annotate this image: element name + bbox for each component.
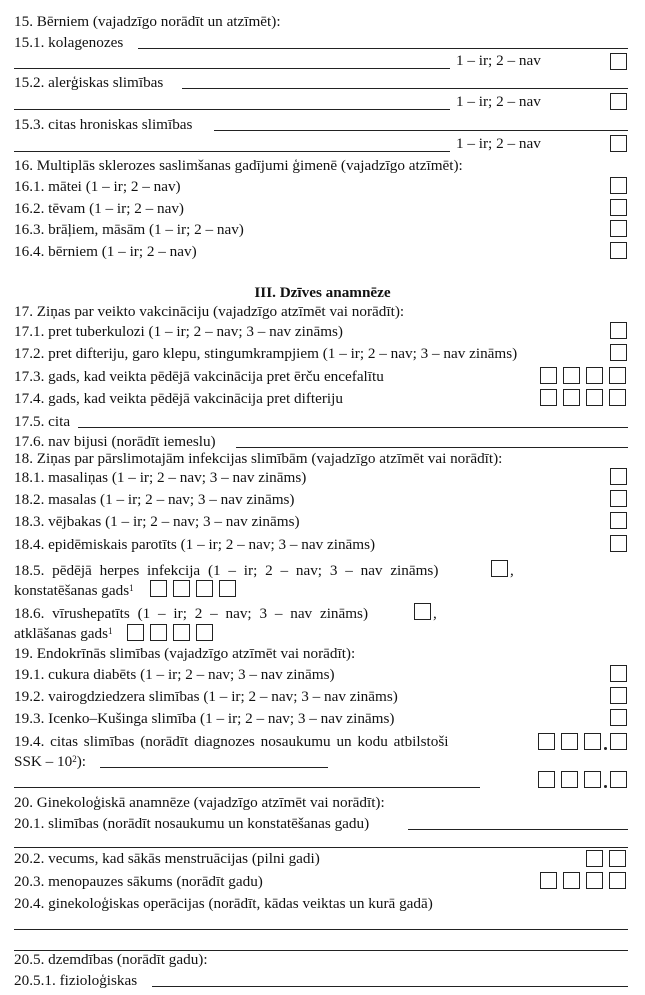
- q18-5-year-digit-1[interactable]: [150, 580, 167, 597]
- q19-4b-code-1[interactable]: [538, 771, 555, 788]
- q17-3-year-digit-4[interactable]: [609, 367, 626, 384]
- q20-3-year-digit-3[interactable]: [586, 872, 603, 889]
- q18-5-comma: ,: [510, 562, 514, 579]
- q17-3-year-digit-3[interactable]: [586, 367, 603, 384]
- q17-title: 17. Ziņas par veikto vakcināciju (vajadzīgo atzīmēt vai norādīt):: [14, 303, 405, 320]
- q20-2-label: 20.2. vecums, kad sākās menstruācijas (pilni gadi): [14, 850, 320, 867]
- q19-4-ssk-label: SSK – $10^2$):: [14, 753, 87, 770]
- q17-4-year-digit-1[interactable]: [540, 389, 557, 406]
- q19-2-checkbox[interactable]: [610, 687, 627, 704]
- q18-5-checkbox[interactable]: [491, 560, 508, 577]
- q18-1-label: 18.1. masaliņas (1 – ir; 2 – nav; 3 – nav zināms): [14, 469, 307, 486]
- q18-5-year-digit-2[interactable]: [173, 580, 190, 597]
- q18-3-label: 18.3. vējbakas (1 – ir; 2 – nav; 3 – nav zināms): [14, 513, 300, 530]
- q16-2-checkbox[interactable]: [610, 199, 627, 216]
- q17-2-checkbox[interactable]: [610, 344, 627, 361]
- q15-2-hint: 1 – ir; 2 – nav: [456, 93, 541, 110]
- q18-6-year-digit-3[interactable]: [173, 624, 190, 641]
- q20-1-line-a[interactable]: [408, 829, 628, 830]
- q18-5-year-digit-4[interactable]: [219, 580, 236, 597]
- q18-5-label: 18.5. pēdējā herpes infekcija (1 – ir; 2 – nav; 3 – nav zināms): [14, 562, 439, 579]
- section-heading: III. Dzīves anamnēze: [254, 284, 391, 301]
- q15-1-checkbox[interactable]: [610, 53, 627, 70]
- q18-1-checkbox[interactable]: [610, 468, 627, 485]
- q15-2-line-b[interactable]: [14, 109, 450, 110]
- q18-3-checkbox[interactable]: [610, 512, 627, 529]
- q18-6-checkbox[interactable]: [414, 603, 431, 620]
- q15-1-hint: 1 – ir; 2 – nav: [456, 52, 541, 69]
- q18-5-footnote: 1: [129, 583, 134, 593]
- q18-6-year-digit-1[interactable]: [127, 624, 144, 641]
- q16-4-label: 16.4. bērniem (1 – ir; 2 – nav): [14, 243, 197, 260]
- q15-3-hint: 1 – ir; 2 – nav: [456, 135, 541, 152]
- q18-6-year-digit-2[interactable]: [150, 624, 167, 641]
- q15-3-line-b[interactable]: [14, 151, 450, 152]
- q20-5-label: 20.5. dzemdības (norādīt gadu):: [14, 951, 208, 968]
- q17-5-label: 17.5. cita: [14, 413, 71, 430]
- q19-4-footnote: 2: [72, 754, 77, 764]
- q15-2-checkbox[interactable]: [610, 93, 627, 110]
- q19-2-label: 19.2. vairogdziedzera slimības (1 – ir; 2 – nav; 3 – nav zināms): [14, 688, 398, 705]
- q19-4b-code-3[interactable]: [584, 771, 601, 788]
- q17-4-year-digit-3[interactable]: [586, 389, 603, 406]
- q19-1-label: 19.1. cukura diabēts (1 – ir; 2 – nav; 3 – nav zināms): [14, 666, 335, 683]
- q19-4b-code-2[interactable]: [561, 771, 578, 788]
- q17-1-checkbox[interactable]: [610, 322, 627, 339]
- q18-4-checkbox[interactable]: [610, 535, 627, 552]
- q20-1-line-b[interactable]: [14, 847, 628, 848]
- q18-5-year-digit-3[interactable]: [196, 580, 213, 597]
- q19-4a-code-4[interactable]: [610, 733, 627, 750]
- q19-4b-code-4[interactable]: [610, 771, 627, 788]
- q20-3-year-digit-1[interactable]: [540, 872, 557, 889]
- q20-title: 20. Ginekoloģiskā anamnēze (vajadzīgo atzīmēt vai norādīt):: [14, 794, 385, 811]
- q15-3-checkbox[interactable]: [610, 135, 627, 152]
- q18-2-checkbox[interactable]: [610, 490, 627, 507]
- q17-6-label: 17.6. nav bijusi (norādīt iemeslu): [14, 433, 216, 450]
- q15-2-label: 15.2. alerģiskas slimības: [14, 74, 164, 91]
- q19-3-label: 19.3. Icenko–Kušinga slimība (1 – ir; 2 – nav; 3 – nav zināms): [14, 710, 395, 727]
- q17-4-year-digit-2[interactable]: [563, 389, 580, 406]
- q19-4-label: 19.4. citas slimības (norādīt diagnozes nosaukumu un kodu atbilstoši: [14, 733, 449, 750]
- q19-title: 19. Endokrīnās slimības (vajadzīgo atzīmēt vai norādīt):: [14, 645, 356, 662]
- q18-title: 18. Ziņas par pārslimotajām infekcijas slimībām (vajadzīgo atzīmēt vai norādīt):: [14, 450, 503, 467]
- q17-3-year-digit-2[interactable]: [563, 367, 580, 384]
- q17-3-year-digit-1[interactable]: [540, 367, 557, 384]
- q20-4-line-a[interactable]: [14, 929, 628, 930]
- q18-6-label: 18.6. vīrushepatīts (1 – ir; 2 – nav; 3 – nav zināms): [14, 605, 369, 622]
- q19-4a-decimal-dot: [604, 747, 607, 750]
- q16-3-checkbox[interactable]: [610, 220, 627, 237]
- q17-4-year-digit-4[interactable]: [609, 389, 626, 406]
- q16-title: 16. Multiplās sklerozes saslimšanas gadījumi ģimenē (vajadzīgo atzīmēt):: [14, 157, 463, 174]
- q20-5-1-line[interactable]: [152, 986, 628, 987]
- q17-3-label: 17.3. gads, kad veikta pēdējā vakcinācija pret ērču encefalītu: [14, 368, 384, 385]
- q20-3-year-digit-2[interactable]: [563, 872, 580, 889]
- q18-5-year-label: konstatēšanas gads$^1$: [14, 582, 134, 599]
- q20-3-year-digit-4[interactable]: [609, 872, 626, 889]
- q18-2-label: 18.2. masalas (1 – ir; 2 – nav; 3 – nav zināms): [14, 491, 295, 508]
- q15-1-line-a[interactable]: [138, 48, 628, 49]
- q19-4-line-a[interactable]: [100, 767, 328, 768]
- q15-1-label: 15.1. kolagenozes: [14, 34, 124, 51]
- q19-4a-code-3[interactable]: [584, 733, 601, 750]
- q17-1-label: 17.1. pret tuberkulozi (1 – ir; 2 – nav; 3 – nav zināms): [14, 323, 343, 340]
- q19-4a-code-2[interactable]: [561, 733, 578, 750]
- q15-2-line-a[interactable]: [182, 88, 628, 89]
- q17-5-line[interactable]: [78, 427, 628, 428]
- q17-2-label: 17.2. pret difteriju, garo klepu, stingumkrampjiem (1 – ir; 2 – nav; 3 – nav zināms): [14, 345, 518, 362]
- q18-4-label: 18.4. epidēmiskais parotīts (1 – ir; 2 – nav; 3 – nav zināms): [14, 536, 376, 553]
- q16-1-checkbox[interactable]: [610, 177, 627, 194]
- q17-4-label: 17.4. gads, kad veikta pēdējā vakcinācija pret difteriju: [14, 390, 343, 407]
- q15-title: 15. Bērniem (vajadzīgo norādīt un atzīmēt):: [14, 13, 281, 30]
- q20-1-label: 20.1. slimības (norādīt nosaukumu un konstatēšanas gadu): [14, 815, 370, 832]
- q20-4-label: 20.4. ginekoloģiskas operācijas (norādīt, kādas veiktas un kurā gadā): [14, 895, 433, 912]
- q20-2-digit-1[interactable]: [586, 850, 603, 867]
- q17-6-line[interactable]: [236, 447, 628, 448]
- q19-1-checkbox[interactable]: [610, 665, 627, 682]
- q15-3-label: 15.3. citas hroniskas slimības: [14, 116, 193, 133]
- q20-2-digit-2[interactable]: [609, 850, 626, 867]
- q18-6-year-label: atklāšanas gads$^1$: [14, 625, 113, 642]
- q16-4-checkbox[interactable]: [610, 242, 627, 259]
- q16-3-label: 16.3. brāļiem, māsām (1 – ir; 2 – nav): [14, 221, 244, 238]
- q16-1-label: 16.1. mātei (1 – ir; 2 – nav): [14, 178, 181, 195]
- q18-6-footnote: 1: [108, 626, 113, 636]
- q20-3-label: 20.3. menopauzes sākums (norādīt gadu): [14, 873, 263, 890]
- q16-2-label: 16.2. tēvam (1 – ir; 2 – nav): [14, 200, 184, 217]
- q18-6-year-digit-4[interactable]: [196, 624, 213, 641]
- q19-4-line-b[interactable]: [14, 787, 480, 788]
- q18-6-comma: ,: [433, 605, 437, 622]
- q19-4a-code-1[interactable]: [538, 733, 555, 750]
- q19-4b-decimal-dot: [604, 785, 607, 788]
- q15-3-line-a[interactable]: [214, 130, 628, 131]
- q19-3-checkbox[interactable]: [610, 709, 627, 726]
- q15-1-line-b[interactable]: [14, 68, 450, 69]
- q20-5-1-label: 20.5.1. fizioloģiskas: [14, 972, 138, 989]
